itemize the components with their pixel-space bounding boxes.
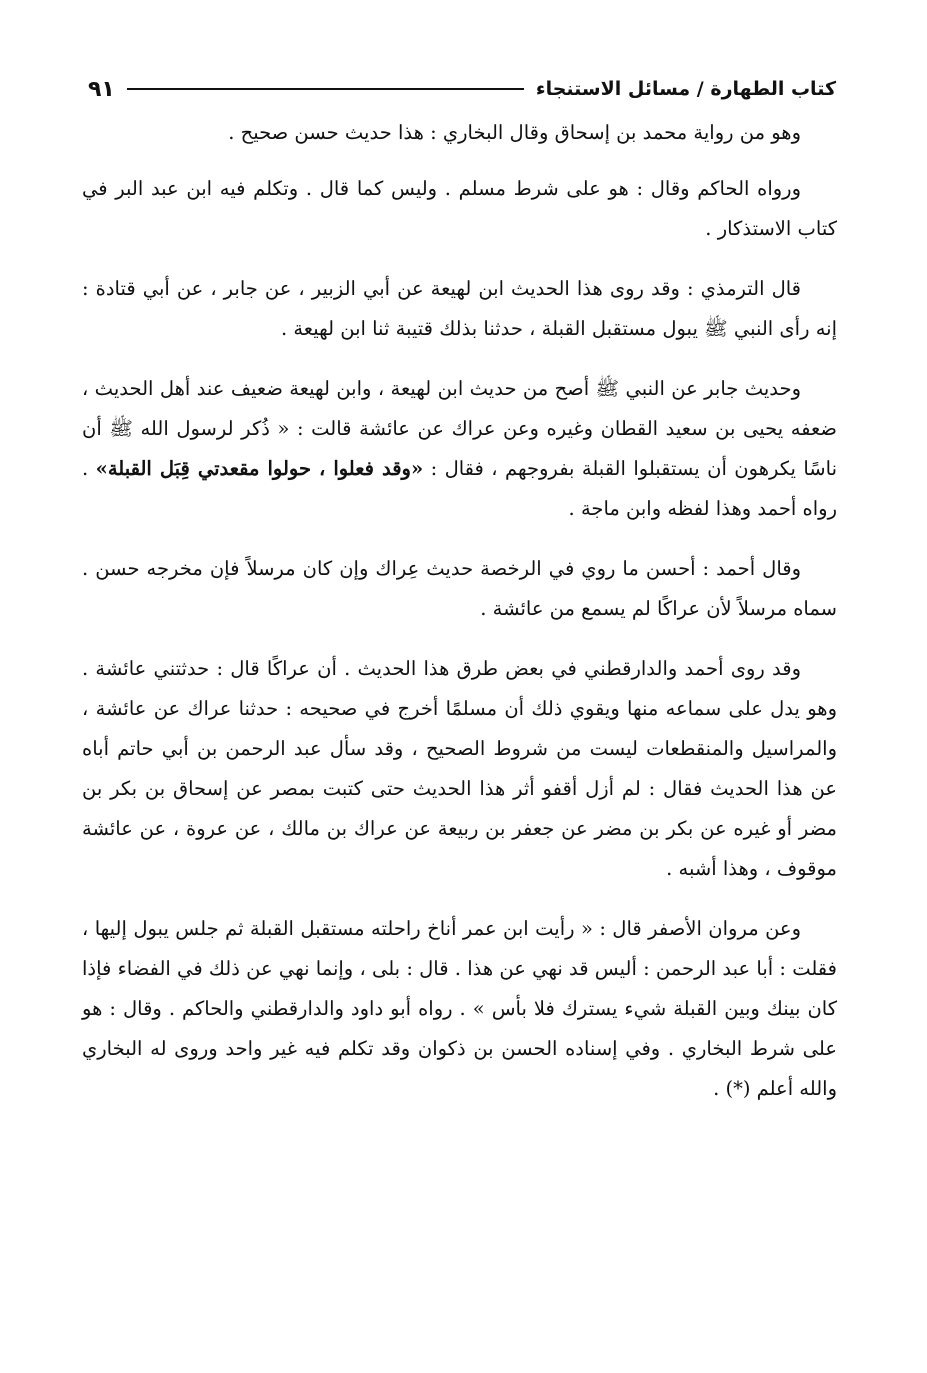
paragraph-6: وقد روى أحمد والدارقطني في بعض طرق هذا الحديث . أن عراكًا قال : حدثتني عائشة . وهو يدل على سماعه منها ويقوي ذلك أن مسلمًا أخرج في صحيحه : حدثنا عراك عن عائشة ، والمراسيل والمنقطعات ليست من شروط الصحيح ، وقد سأل عبد الرحمن بن أبي حاتم أباه عن هذا الحديث فقال : لم أزل أقفو أثر هذا الحديث حتى كتبت بمصر عن إسحاق بن بكر بن مضر أو غيره عن بكر بن مضر عن جعفر بن ربيعة عن عراك بن مالك ، عن عروة ، عن عائشة موقوف ، وهذا أشبه .	[82, 657, 837, 880]
running-header	[88, 74, 836, 104]
paragraph-4-tail: . رواه أحمد وهذا لفظه وابن ماجة .	[82, 457, 837, 520]
paragraph-2: ورواه الحاكم وقال : هو على شرط مسلم . وليس كما قال . وتكلم فيه ابن عبد البر في كتاب الاستذكار .	[82, 177, 837, 240]
paragraph-3: قال الترمذي : وقد روى هذا الحديث ابن لهيعة عن أبي الزبير ، عن جابر ، عن أبي قتادة : إنه رأى النبي ﷺ يبول مستقبل القبلة ، حدثنا بذلك قتيبة ثنا ابن لهيعة .	[82, 277, 837, 340]
page-body	[82, 113, 837, 1129]
paragraph-4	[82, 369, 837, 529]
paragraph-1: وهو من رواية محمد بن إسحاق وقال البخاري : هذا حديث حسن صحيح .	[228, 121, 801, 144]
paragraph-5: وقال أحمد : أحسن ما روي في الرخصة حديث عِراك وإن كان مرسلاً فإن مخرجه حسن . سماه مرسلاً لأن عراكًا لم يسمع من عائشة .	[82, 557, 837, 620]
header-rule	[127, 88, 524, 90]
page-number: ٩١	[88, 76, 115, 102]
paragraph-7: وعن مروان الأصفر قال : « رأيت ابن عمر أناخ راحلته مستقبل القبلة ثم جلس يبول إليها ، فقلت : أبا عبد الرحمن : أليس قد نهي عن هذا . قال : بلى ، وإنما نهي عن ذلك في الفضاء فإذا كان بينك وبين القبلة شيء يسترك فلا بأس » . رواه أبو داود والدارقطني والحاكم . وقال : هو على شرط البخاري . وفي إسناده الحسن بن ذكوان وقد تكلم فيه غير واحد وروى له البخاري والله أعلم (*) .	[82, 917, 837, 1100]
header-title: كتاب الطهارة / مسائل الاستنجاء	[535, 78, 836, 100]
paragraph-4-text: وحديث جابر عن النبي ﷺ أصح من حديث ابن لهيعة ، وابن لهيعة ضعيف عند أهل الحديث ، ضعفه يحيى بن سعيد القطان وغيره وعن عراك عن عائشة قالت : « ذُكر لرسول الله ﷺ أن ناسًا يكرهون أن يستقبلوا القبلة بفروجهم ، فقال :	[82, 377, 837, 480]
hadith-quote-bold: «وقد فعلوا ، حولوا مقعدتي قِبَل القبلة»	[95, 457, 424, 480]
